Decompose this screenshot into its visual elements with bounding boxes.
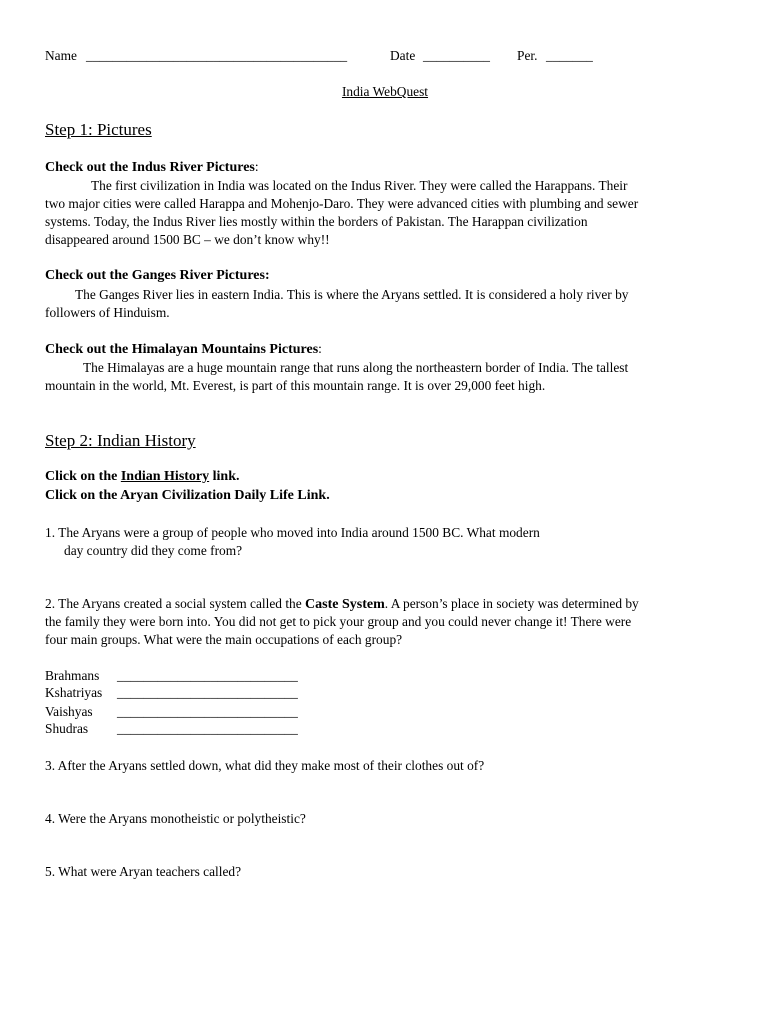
indus-line-4: disappeared around 1500 BC – we don’t know why!! — [45, 232, 330, 247]
instruction-aryan-life: Click on the Aryan Civilization Daily Life Link. — [45, 488, 330, 503]
period-label: Per. — [517, 48, 538, 63]
instruction-1-post: link. — [209, 469, 240, 484]
instruction-indian-history — [45, 469, 240, 485]
question-3: 3. After the Aryans settled down, what did they make most of their clothes out of? — [45, 758, 485, 773]
period-field[interactable]: _______ — [546, 48, 593, 63]
name-label: Name — [45, 48, 77, 63]
question-4: 4. Were the Aryans monotheistic or polytheistic? — [45, 811, 306, 826]
indus-title-text: Check out the Indus River Pictures — [45, 160, 255, 175]
question-2-line-2: the family they were born into. You did not get to pick your group and you could never change it! There were — [45, 614, 632, 629]
indus-line-2: two major cities were called Harappa and Mohenjo-Daro. They were advanced cities with plumbing and sewer — [45, 196, 639, 211]
question-2-line-3: four main groups. What were the main occupations of each group? — [45, 632, 403, 647]
indus-line-3: systems. Today, the Indus River lies mostly within the borders of Pakistan. The Harappan civilization — [45, 214, 588, 229]
indus-title — [45, 159, 259, 176]
indus-paragraph — [45, 177, 725, 249]
indus-title-colon: : — [254, 159, 259, 174]
caste-brahmans-answer[interactable]: ___________________________ — [117, 668, 298, 683]
question-2-line-1 — [45, 596, 639, 613]
caste-shudras-label: Shudras — [45, 721, 89, 736]
date-label: Date — [390, 48, 416, 63]
page-title: India WebQuest — [341, 84, 429, 99]
caste-kshatriyas-answer[interactable]: ___________________________ — [117, 685, 298, 700]
ganges-paragraph — [45, 286, 725, 322]
date-field[interactable]: __________ — [423, 48, 490, 63]
caste-system-term: Caste System — [305, 597, 385, 612]
question-2-post: . A person’s place in society was determined by — [384, 596, 639, 611]
caste-kshatriyas-label: Kshatriyas — [45, 685, 103, 700]
indus-line-1: The first civilization in India was located on the Indus River. They were called the Harappans. Their — [91, 178, 628, 193]
himalaya-line-2: mountain in the world, Mt. Everest, is part of this mountain range. It is over 29,000 feet high. — [45, 378, 546, 393]
question-5: 5. What were Aryan teachers called? — [45, 864, 242, 879]
step1-heading: Step 1: Pictures — [45, 120, 152, 139]
instruction-1-pre: Click on the — [45, 469, 121, 484]
caste-vaishyas-label: Vaishyas — [45, 704, 93, 719]
himalaya-title — [45, 341, 322, 358]
ganges-title: Check out the Ganges River Pictures: — [45, 268, 270, 283]
himalaya-title-text: Check out the Himalayan Mountains Pictures — [45, 342, 319, 357]
himalaya-title-colon: : — [318, 341, 322, 356]
question-2-pre: 2. The Aryans created a social system called the — [45, 596, 306, 611]
question-1-line-2: day country did they come from? — [64, 543, 243, 558]
name-field[interactable]: _______________________________________ — [86, 48, 348, 63]
ganges-line-2: followers of Hinduism. — [45, 305, 170, 320]
question-1-line-1: 1. The Aryans were a group of people who moved into India around 1500 BC. What modern — [45, 525, 540, 540]
caste-vaishyas-answer[interactable]: ___________________________ — [117, 704, 298, 719]
caste-shudras-answer[interactable]: ___________________________ — [117, 721, 298, 736]
himalaya-paragraph — [45, 359, 725, 395]
ganges-line-1: The Ganges River lies in eastern India. This is where the Aryans settled. It is considered a holy river by — [75, 287, 629, 302]
himalaya-line-1: The Himalayas are a huge mountain range that runs along the northeastern border of India. The tallest — [83, 360, 629, 375]
step2-heading: Step 2: Indian History — [45, 431, 196, 450]
caste-brahmans-label: Brahmans — [45, 668, 100, 683]
indian-history-link[interactable]: Indian History — [120, 469, 210, 484]
